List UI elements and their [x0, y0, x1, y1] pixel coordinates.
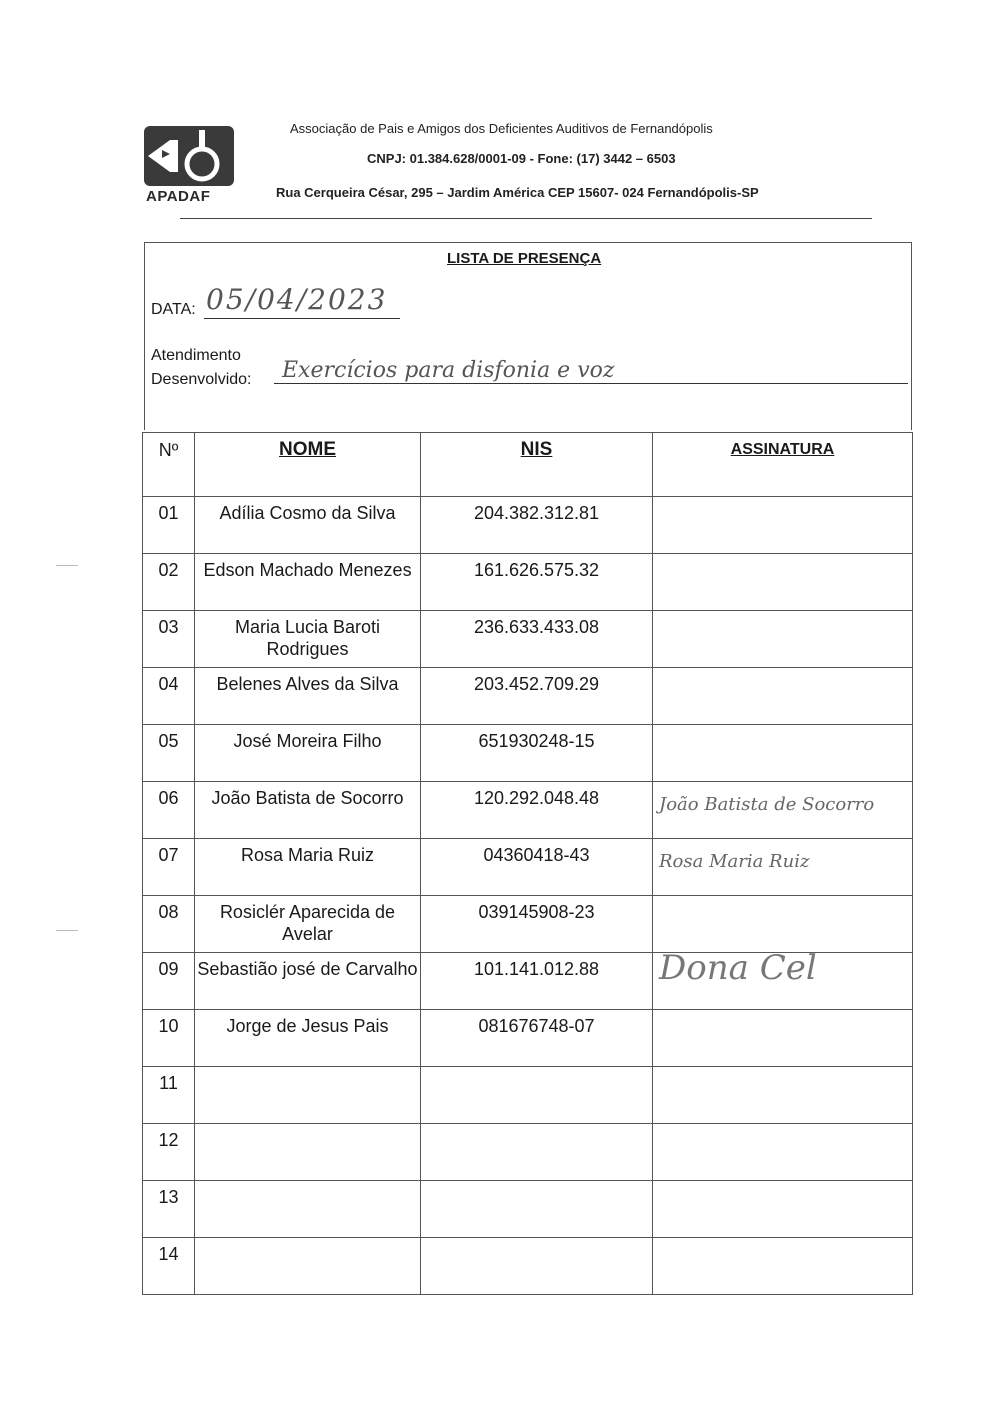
row-name [195, 1067, 421, 1124]
row-number: 11 [143, 1067, 195, 1124]
row-nis: 101.141.012.88 [421, 953, 653, 1010]
table-row [143, 1010, 913, 1067]
row-signature[interactable] [653, 668, 913, 725]
row-nis: 204.382.312.81 [421, 497, 653, 554]
row-number: 08 [143, 896, 195, 953]
row-signature[interactable] [653, 948, 913, 1010]
row-signature[interactable] [653, 1067, 913, 1124]
col-header-assinatura: ASSINATURA [653, 433, 913, 497]
row-nis: 161.626.575.32 [421, 554, 653, 611]
row-name: Maria Lucia Baroti Rodrigues [195, 611, 421, 668]
atendimento-label: Atendimento [151, 347, 241, 364]
row-name: Sebastião josé de Carvalho [195, 953, 421, 1010]
row-nis: 081676748-07 [421, 1010, 653, 1067]
row-signature[interactable] [653, 554, 913, 611]
row-nis [421, 1238, 653, 1295]
margin-mark [56, 930, 78, 931]
row-nis: 236.633.433.08 [421, 611, 653, 668]
table-row [143, 839, 913, 896]
row-name: Belenes Alves da Silva [195, 668, 421, 725]
attendance-table [142, 432, 913, 1295]
table-row [143, 668, 913, 725]
row-nis [421, 1181, 653, 1238]
row-name: Rosiclér Aparecida de Avelar [195, 896, 421, 953]
table-row [143, 1124, 913, 1181]
row-name: Edson Machado Menezes [195, 554, 421, 611]
org-name: Associação de Pais e Amigos dos Deficientes Auditivos de Fernandópolis [290, 121, 713, 136]
row-number: 02 [143, 554, 195, 611]
row-name: Jorge de Jesus Pais [195, 1010, 421, 1067]
row-number: 07 [143, 839, 195, 896]
row-number: 03 [143, 611, 195, 668]
table-row [143, 497, 913, 554]
signature-handwriting: João Batista de Socorro [659, 794, 875, 815]
signature-handwriting: Dona Cel [659, 948, 817, 988]
margin-mark [56, 565, 78, 566]
desenvolvido-label: Desenvolvido: [151, 371, 252, 388]
row-signature[interactable] [653, 1181, 913, 1238]
row-number: 06 [143, 782, 195, 839]
row-nis: 203.452.709.29 [421, 668, 653, 725]
list-title: LISTA DE PRESENÇA [447, 250, 602, 267]
row-signature[interactable] [653, 1238, 913, 1295]
row-number: 04 [143, 668, 195, 725]
logo-text: APADAF [146, 188, 211, 205]
table-row [143, 953, 913, 1010]
row-name: João Batista de Socorro [195, 782, 421, 839]
date-label: DATA: [151, 301, 196, 318]
row-nis [421, 1067, 653, 1124]
table-row [143, 896, 913, 953]
col-header-num: Nº [143, 433, 195, 497]
table-header-row [143, 433, 913, 497]
cnpj-phone: CNPJ: 01.384.628/0001-09 - Fone: (17) 3442 – 6503 [367, 151, 676, 166]
date-underline [204, 318, 400, 319]
row-nis: 04360418-43 [421, 839, 653, 896]
row-number: 09 [143, 953, 195, 1010]
form-header-box [144, 242, 912, 430]
row-nis: 120.292.048.48 [421, 782, 653, 839]
row-nis: 039145908-23 [421, 896, 653, 953]
row-nis [421, 1124, 653, 1181]
table-row [143, 554, 913, 611]
table-row [143, 1238, 913, 1295]
row-number: 13 [143, 1181, 195, 1238]
table-row [143, 611, 913, 668]
row-number: 10 [143, 1010, 195, 1067]
address: Rua Cerqueira César, 295 – Jardim América CEP 15607- 024 Fernandópolis-SP [276, 185, 759, 200]
signature-handwriting: Rosa Maria Ruiz [659, 851, 810, 872]
table-row [143, 1181, 913, 1238]
row-number: 12 [143, 1124, 195, 1181]
row-signature[interactable] [653, 896, 913, 953]
row-name [195, 1181, 421, 1238]
row-number: 01 [143, 497, 195, 554]
row-number: 05 [143, 725, 195, 782]
row-name [195, 1124, 421, 1181]
atendimento-underline [274, 383, 908, 384]
row-name: José Moreira Filho [195, 725, 421, 782]
col-header-nis: NIS [421, 433, 653, 497]
row-signature[interactable] [653, 497, 913, 554]
atendimento-value[interactable]: Exercícios para disfonia e voz [282, 358, 615, 383]
row-signature[interactable] [653, 725, 913, 782]
row-number: 14 [143, 1238, 195, 1295]
row-name: Rosa Maria Ruiz [195, 839, 421, 896]
row-signature[interactable] [653, 611, 913, 668]
col-header-nome: NOME [195, 433, 421, 497]
row-signature[interactable] [653, 782, 913, 839]
row-signature[interactable] [653, 1010, 913, 1067]
table-row [143, 1067, 913, 1124]
date-value[interactable]: 05/04/2023 [206, 283, 388, 316]
table-row [143, 725, 913, 782]
row-signature[interactable] [653, 839, 913, 896]
table-row [143, 782, 913, 839]
row-name [195, 1238, 421, 1295]
row-signature[interactable] [653, 1124, 913, 1181]
row-name: Adília Cosmo da Silva [195, 497, 421, 554]
row-nis: 651930248-15 [421, 725, 653, 782]
header-divider [180, 218, 872, 219]
